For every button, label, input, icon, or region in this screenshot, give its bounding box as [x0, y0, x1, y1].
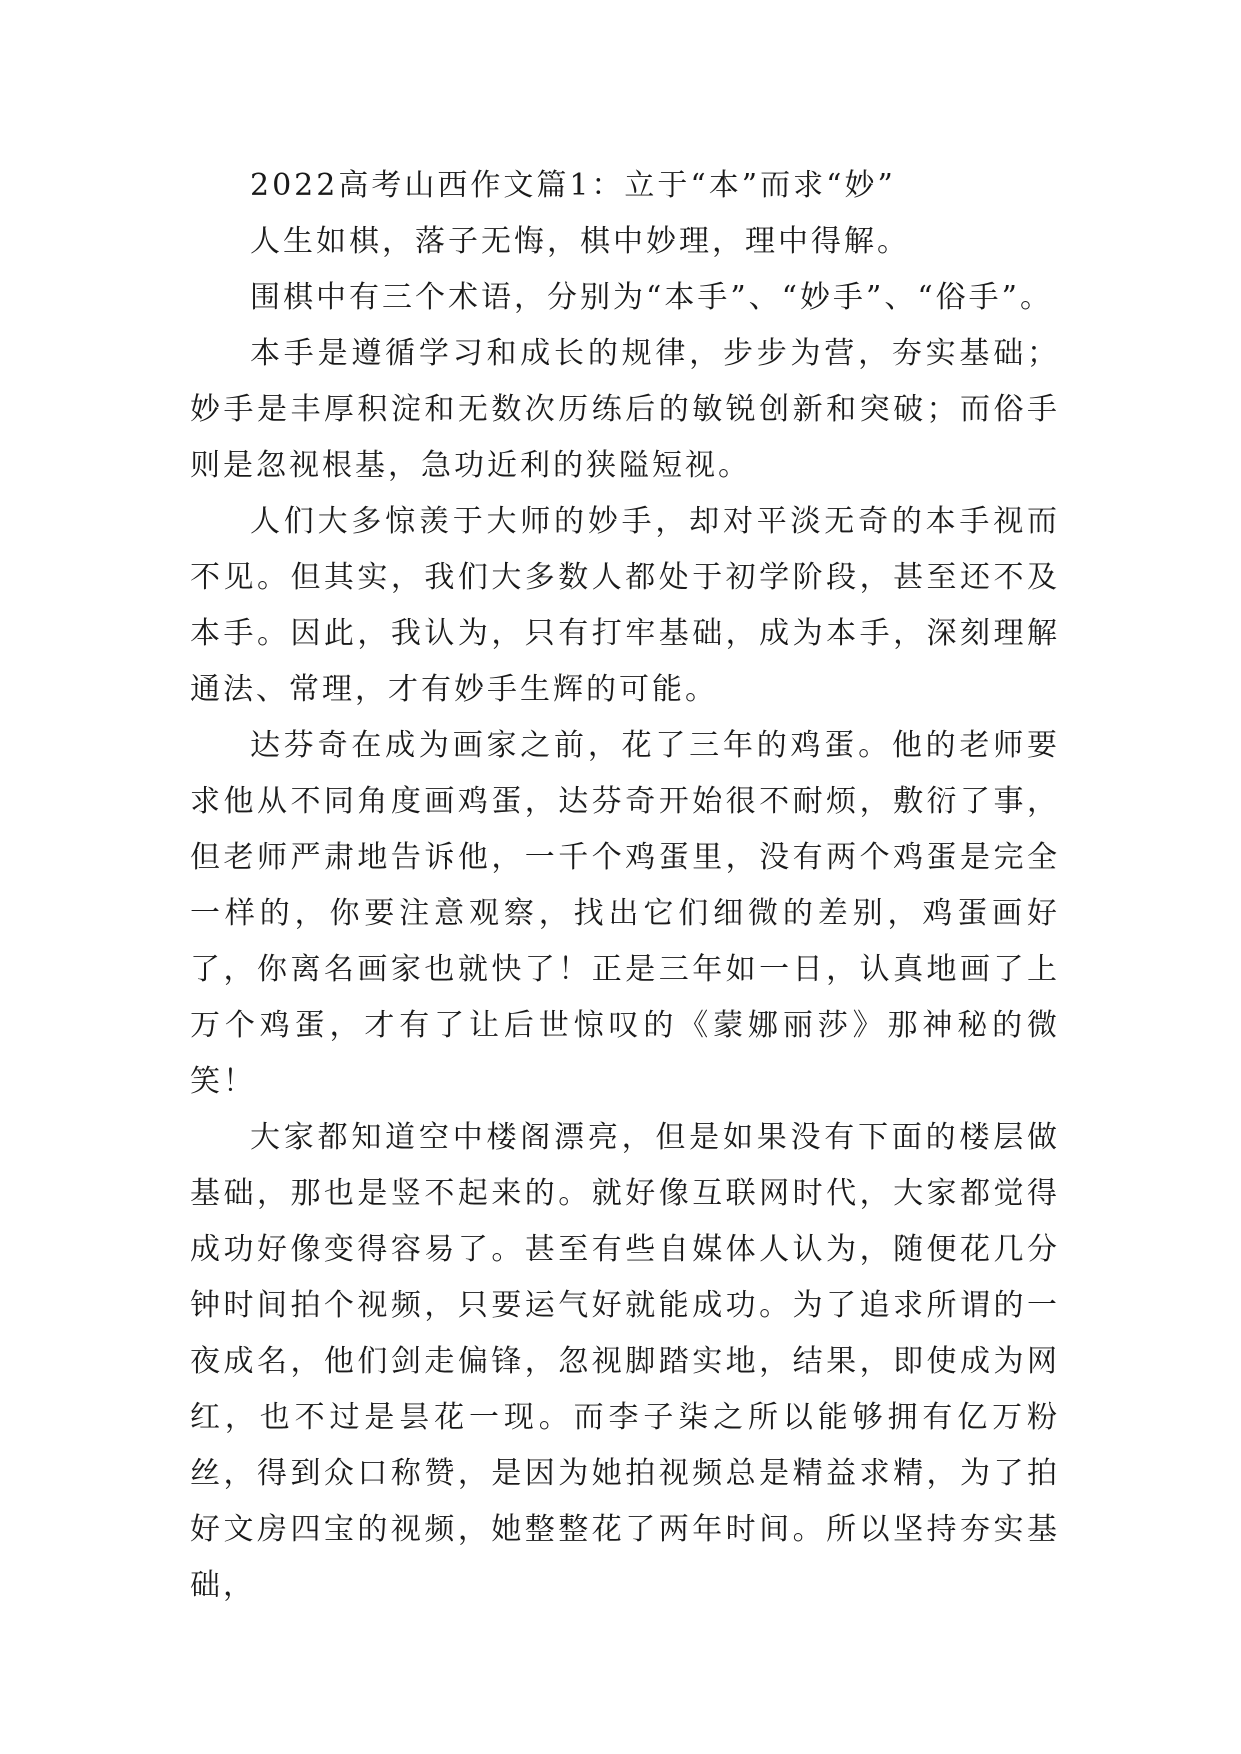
paragraph: 大家都知道空中楼阁漂亮，但是如果没有下面的楼层做基础，那也是竖不起来的。就好像互联网时代，大家都觉得成功好像变得容易了。甚至有些自媒体人认为，随便花几分钟时间拍个视频，只要运气好就能成功。为了追求所谓的一夜成名，他们剑走偏锋，忽视脚踏实地，结果，即使成为网红，也不过是昙花一现。而李子柒之所以能够拥有亿万粉丝，得到众口称赞，是因为她拍视频总是精益求精，为了拍好文房四宝的视频，她整整花了两年时间。所以坚持夯实基础， [190, 1120, 1060, 1603]
paragraph: 围棋中有三个术语，分别为“本手”、“妙手”、“俗手”。 [250, 280, 1054, 315]
paragraph: 人生如棋，落子无悔，棋中妙理，理中得解。 [250, 224, 910, 259]
document-body [190, 158, 1060, 1614]
paragraph: 人们大多惊羡于大师的妙手，却对平淡无奇的本手视而不见。但其实，我们大多数人都处于初学阶段，甚至还不及本手。因此，我认为，只有打牢基础，成为本手，深刻理解通法、常理，才有妙手生辉的可能。 [190, 504, 1060, 707]
paragraph: 达芬奇在成为画家之前，花了三年的鸡蛋。他的老师要求他从不同角度画鸡蛋，达芬奇开始很不耐烦，敷衍了事，但老师严肃地告诉他，一千个鸡蛋里，没有两个鸡蛋是完全一样的，你要注意观察，找出它们细微的差别，鸡蛋画好了，你离名画家也就快了！正是三年如一日，认真地画了上万个鸡蛋，才有了让后世惊叹的《蒙娜丽莎》那神秘的微笑！ [190, 728, 1060, 1099]
paragraph: 本手是遵循学习和成长的规律，步步为营，夯实基础；妙手是丰厚积淀和无数次历练后的敏锐创新和突破；而俗手则是忽视根基，急功近利的狭隘短视。 [190, 336, 1060, 483]
document-title: 2022高考山西作文篇1：立于“本”而求“妙” [250, 168, 896, 203]
